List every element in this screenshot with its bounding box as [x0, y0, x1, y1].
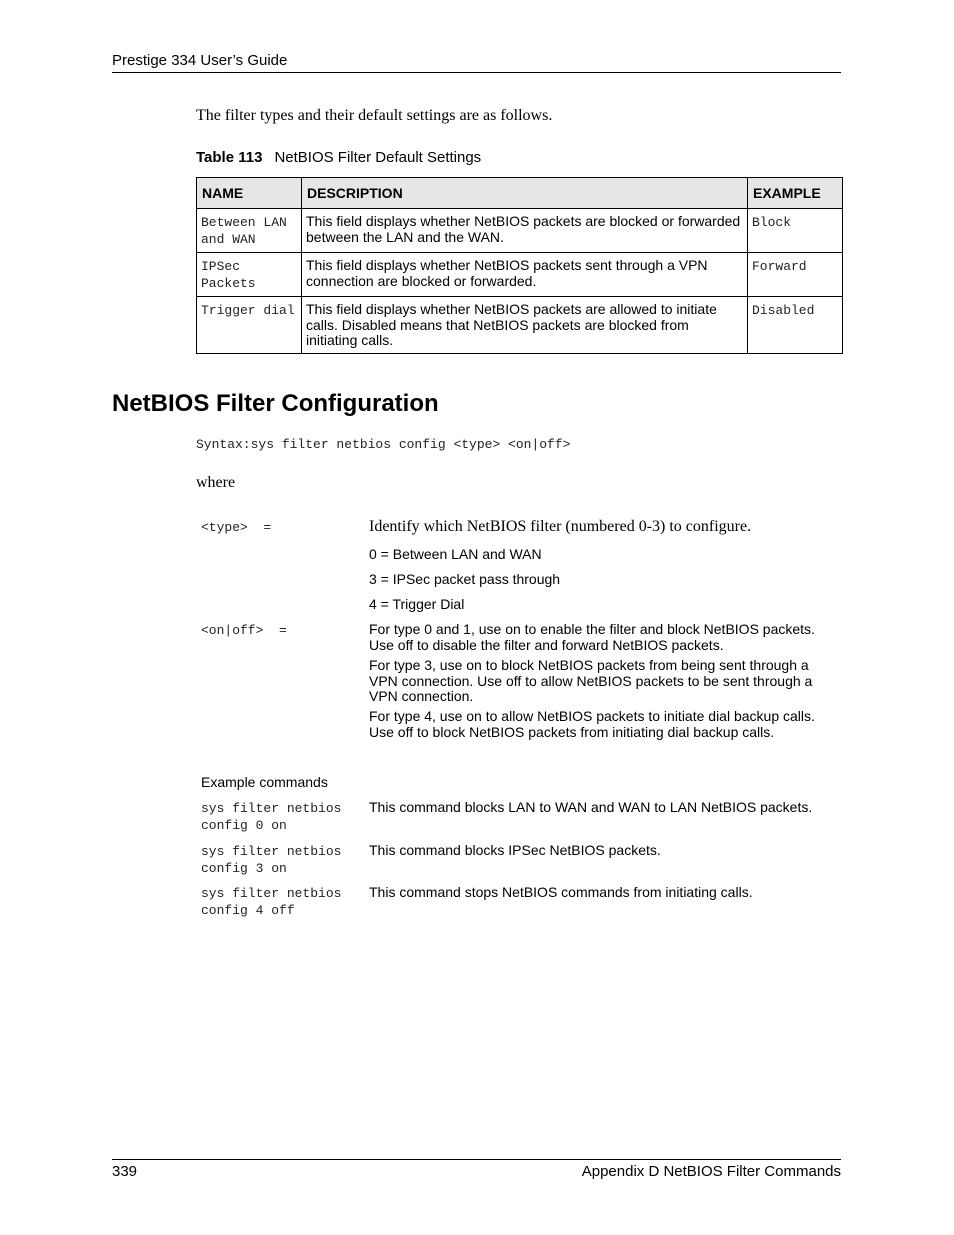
table-caption-text: NetBIOS Filter Default Settings [274, 149, 482, 166]
header-title: Prestige 334 User’s Guide [112, 52, 288, 69]
row-name: Between LAN and WAN [197, 209, 302, 253]
onoff-description: For type 0 and 1, use on to enable the filter and block NetBIOS packets. Use off to disable the filter and forward NetBIOS packets. [369, 621, 815, 653]
row-example: Disabled [748, 297, 843, 354]
onoff-description: For type 3, use on to block NetBIOS packets from being sent through a VPN connection. Use off to allow NetBIOS packets to be sent through a VPN connection. [369, 657, 813, 704]
where-label: where [196, 474, 236, 491]
column-header-description: DESCRIPTION [302, 178, 748, 209]
page-footer [112, 1159, 841, 1180]
table-row [197, 209, 843, 253]
type-parameter-description: Identify which NetBIOS filter (numbered 0-3) to configure. [369, 518, 752, 535]
row-description: This field displays whether NetBIOS packets are allowed to initiate calls. Disabled means that NetBIOS packets are blocked from initiating calls. [302, 297, 748, 354]
example-command-description: This command blocks IPSec NetBIOS packets. [369, 842, 661, 858]
row-example: Block [748, 209, 843, 253]
row-name: IPSec Packets [197, 253, 302, 297]
type-option: 4 = Trigger Dial [369, 596, 465, 612]
netbios-filter-defaults-table [196, 177, 843, 354]
example-command-description: This command stops NetBIOS commands from initiating calls. [369, 884, 753, 900]
type-option: 3 = IPSec packet pass through [369, 571, 561, 587]
table-row [197, 253, 843, 297]
example-command: sys filter netbios config 0 on [201, 801, 342, 833]
intro-paragraph: The filter types and their default settings are as follows. [196, 107, 553, 124]
row-name: Trigger dial [197, 297, 302, 354]
table-row [197, 297, 843, 354]
footer-title: Appendix D NetBIOS Filter Commands [581, 1163, 841, 1180]
column-header-example: EXAMPLE [748, 178, 843, 209]
table-caption-label: Table 113 [196, 149, 263, 166]
syntax-line: Syntax:sys filter netbios config <type> <on|off> [196, 437, 571, 452]
table-header-row [197, 178, 843, 209]
section-heading: NetBIOS Filter Configuration [112, 390, 439, 417]
row-description: This field displays whether NetBIOS packets are blocked or forwarded between the LAN and the WAN. [302, 209, 748, 253]
type-option: 0 = Between LAN and WAN [369, 546, 542, 562]
column-header-name: NAME [197, 178, 302, 209]
type-parameter-term: <type> = [201, 520, 272, 535]
table-caption [196, 149, 481, 166]
page-header [112, 51, 841, 73]
row-description: This field displays whether NetBIOS packets sent through a VPN connection are blocked or forwarded. [302, 253, 748, 297]
example-command: sys filter netbios config 4 off [201, 886, 342, 918]
example-commands-label: Example commands [201, 774, 328, 790]
onoff-description: For type 4, use on to allow NetBIOS packets to initiate dial backup calls. Use off to block NetBIOS packets from initiating dial backup calls. [369, 708, 815, 740]
example-command: sys filter netbios config 3 on [201, 844, 342, 876]
onoff-parameter-term: <on|off> = [201, 623, 287, 638]
example-command-description: This command blocks LAN to WAN and WAN to LAN NetBIOS packets. [369, 799, 813, 815]
row-example: Forward [748, 253, 843, 297]
page-number: 339 [112, 1163, 138, 1180]
